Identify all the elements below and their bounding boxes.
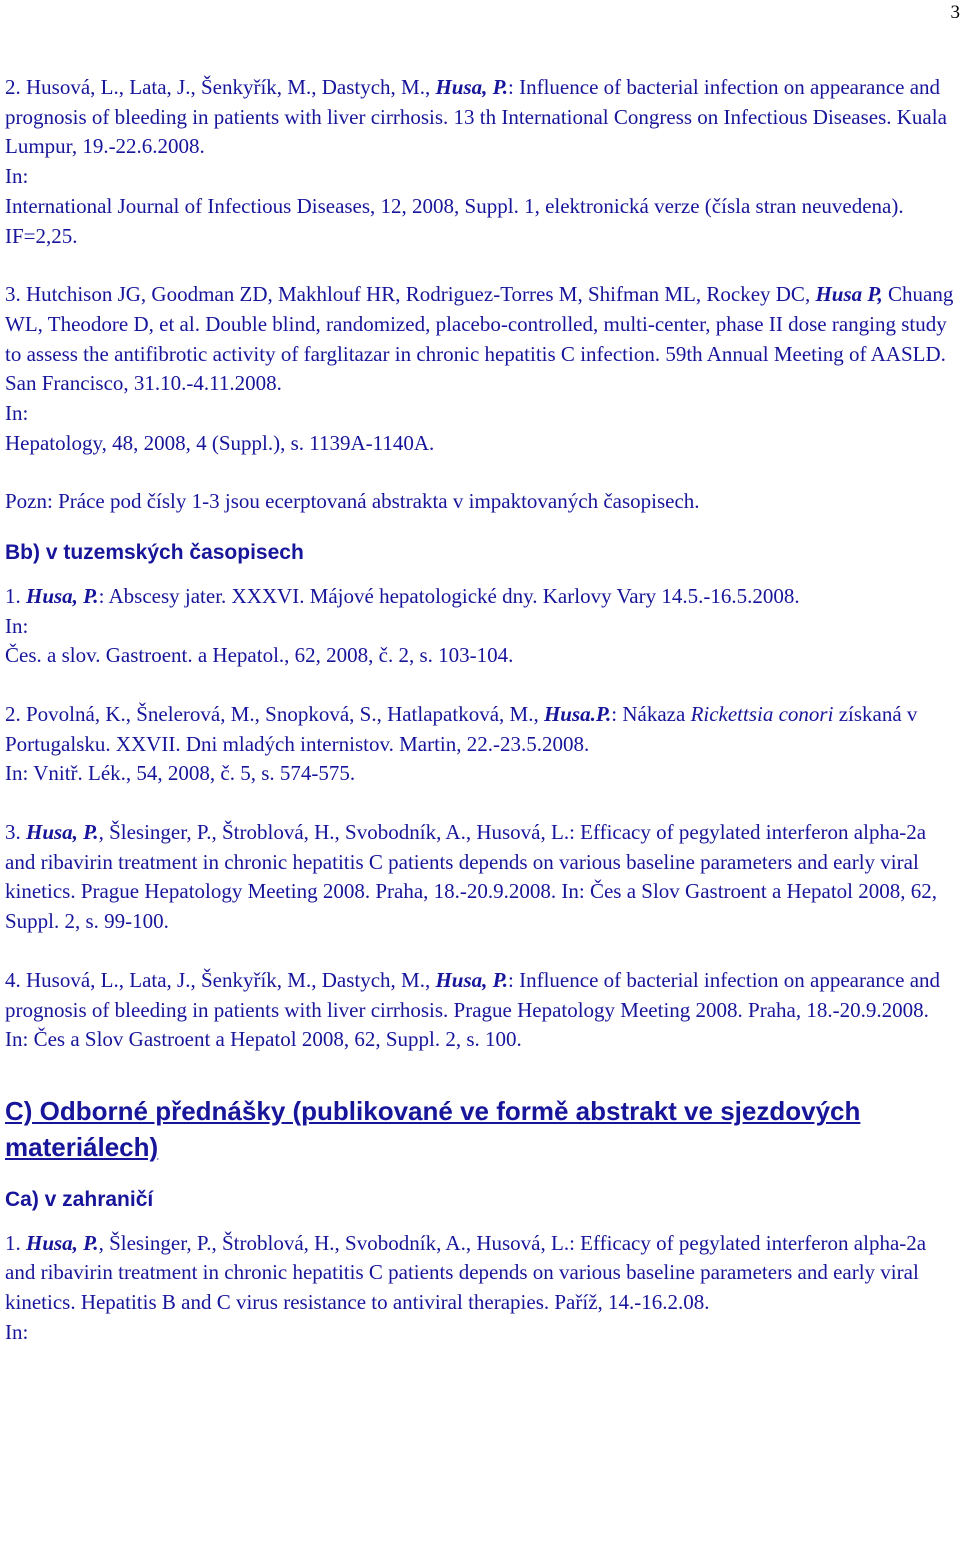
citation-text: 1. [5,1230,26,1255]
citation-text: : Nákaza [611,701,691,726]
author-highlight: Husa, P. [435,967,509,992]
citation-entry [5,1229,955,1348]
citation-text: , Šlesinger, P., Štroblová, H., Svobodník, A., Husová, L.: Efficacy of pegylated interferon alpha-2a and ribavirin treatment in chronic hepatitis C patients depends on various baseline parameters and early viral kinetics. Prague Hepatology Meeting 2008. Praha, 18.-20.9.2008. In: Čes a Slov Gastroent a Hepatol 2008, 62, Suppl. 2, s. 99-100. [5,820,937,934]
citation-text: : Influence of bacterial infection on appearance and prognosis of bleeding in patients with liver cirrhosis. Prague Hepatology Meeting 2008. Praha, 18.-20.9.2008. In: Čes a Slov Gastroent a Hepatol 2008, 62, Suppl. 2, s. 100. [5,967,941,1052]
citation-entry [5,700,955,789]
author-highlight: Husa, P. [26,583,99,608]
citation-text: International Journal of Infectious Diseases, 12, 2008, Suppl. 1, elektronická verze (čísla stran neuvedena). IF=2,25. [5,193,904,248]
author-highlight: Husa, P. [26,820,99,845]
citation-text: 2. Povolná, K., Šnelerová, M., Snopková, S., Hatlapatková, M., [5,701,544,726]
note-paragraph [5,487,955,517]
citation-entry [5,280,955,458]
citation-text: Čes. a slov. Gastroent. a Hepatol., 62, 2008, č. 2, s. 103-104. [5,643,514,668]
citation-text: 3. [5,820,26,845]
subsection-heading: Ca) v zahraničí [5,1187,154,1211]
citation-text: : Influence of bacterial infection on appearance and prognosis of bleeding in patients with liver cirrhosis. 13 th International Congress on Infectious Diseases. Kuala Lumpur, 19.-22.6.2008. [5,75,947,159]
citation-text: In: Vnitř. Lék., 54, 2008, č. 5, s. 574-575. [5,761,356,786]
citation-text: 2. Husová, L., Lata, J., Šenkyřík, M., Dastych, M., [5,75,436,99]
citation-text: Chuang WL, Theodore D, et al. Double blind, randomized, placebo-controlled, multi-center, phase II dose ranging study to assess the antifibrotic activity of farglitazar in chronic hepatitis C infection. 59th Annual Meeting of AASLD. San Francisco, 31.10.-4.11.2008. [5,282,954,396]
document-body [5,73,955,1377]
citation-text: In: [5,613,29,638]
citation-text: In: [5,1319,29,1344]
citation-text: : Abscesy jater. XXXVI. Májové hepatologické dny. Karlovy Vary 14.5.-16.5.2008. [98,583,800,608]
citation-text: 4. Husová, L., Lata, J., Šenkyřík, M., Dastych, M., [5,967,436,992]
citation-entry [5,818,955,937]
subsection-heading: Bb) v tuzemských časopisech [5,541,304,565]
author-highlight: Husa, P. [435,75,509,99]
citation-text: In: [5,164,29,189]
citation-text: Hepatology, 48, 2008, 4 (Suppl.), s. 1139A-1140A. [5,430,435,455]
citation-text: 1. [5,583,26,608]
citation-text: 3. Hutchison JG, Goodman ZD, Makhlouf HR, Rodriguez-Torres M, Shifman ML, Rockey DC, [5,282,816,307]
citation-entry [5,582,955,671]
author-highlight: Husa.P. [543,701,612,726]
italic-term: Rickettsia conori [690,701,834,726]
author-highlight: Husa P, [815,282,883,307]
citation-text: In: [5,401,29,426]
citation-text: Pozn: Práce pod čísly 1-3 jsou ecerptovaná abstrakta v impaktovaných časopisech. [5,489,700,514]
page-number: 3 [950,2,960,23]
citation-entry [5,966,955,1055]
section-heading: C) Odborné přednášky (publikované ve formě abstrakt ve sjezdových materiálech) [5,1095,861,1162]
author-highlight: Husa, P. [26,1230,99,1255]
citation-text: získaná v Portugalsku. XXVII. Dni mladých internistov. Martin, 22.-23.5.2008. [5,701,918,756]
citation-entry [5,73,955,251]
citation-text: , Šlesinger, P., Štroblová, H., Svobodník, A., Husová, L.: Efficacy of pegylated interferon alpha-2a and ribavirin treatment in chronic hepatitis C patients depends on various baseline parameters and early viral kinetics. Hepatitis B and C virus resistance to antiviral therapies. Paříž, 14.-16.2.08. [5,1230,927,1315]
